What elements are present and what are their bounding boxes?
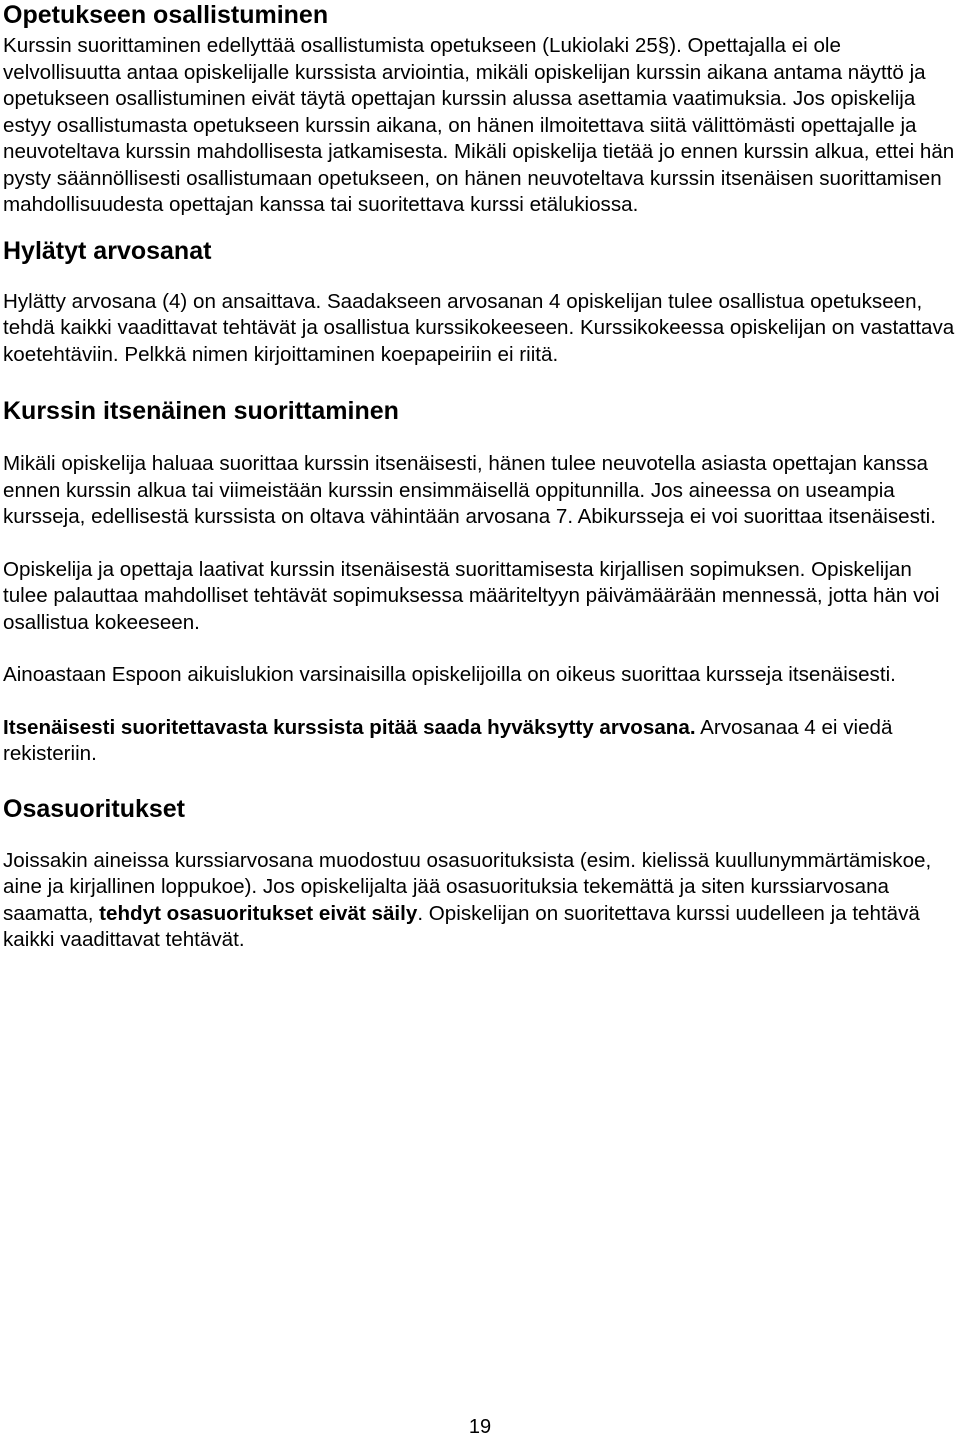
section-hylatyt-arvosanat	[3, 236, 955, 369]
paragraph-text: Arvosanaa 4 ei viedä rekisteriin.	[3, 715, 893, 765]
section-osasuoritukset	[3, 794, 955, 954]
section-kurssin-itsenainen-suorittaminen	[3, 396, 955, 768]
section-heading: Kurssin itsenäinen suorittaminen	[3, 397, 399, 425]
section-heading: Hylätyt arvosanat	[3, 236, 212, 265]
section-paragraph: Hylätty arvosana (4) on ansaittava. Saadakseen arvosanan 4 opiskelijan tulee osallistua opetukseen, tehdä kaikki vaadittavat tehtävät ja osallistua kurssikokeeseen. Kurssikokeessa opiskelijan on vastattava koetehtäviin. Pelkkä nimen kirjoittaminen koepapeiriin ei riitä.	[3, 289, 955, 366]
paragraph-text: Joissakin aineissa kurssiarvosana muodostuu osasuorituksista (esim. kielissä kuullunymmärtämiskoe, aine ja kirjallinen loppukoe). Jos opiskelijalta jää osasuorituksia tekemättä ja siten kurssiarvosana saamatta,	[3, 848, 932, 925]
section-paragraph: Ainoastaan Espoon aikuislukion varsinaisilla opiskelijoilla on oikeus suorittaa kursseja itsenäisesti.	[3, 663, 896, 686]
section-paragraph-emphasis	[3, 715, 955, 768]
section-heading: Osasuoritukset	[3, 794, 186, 823]
document-page	[3, 0, 955, 954]
section-heading: Opetukseen osallistuminen	[3, 1, 329, 29]
section-paragraph: Kurssin suorittaminen edellyttää osallistumista opetukseen (Lukiolaki 25§). Opettajalla ei ole velvollisuutta antaa opiskelijalle kurssista arviointia, mikäli opiskelijan kurssin aikana antama näyttö ja opetukseen osallistuminen eivät täytä opettajan kurssin alussa asettamia vaatimuksia. Jos opiskelija estyy osallistumasta opetukseen kurssin aikana, on hänen ilmoitettava siitä välittömästi opettajalle ja neuvoteltava kurssin mahdollisesta jatkamisesta. Mikäli opiskelija tietää jo ennen kurssin alkua, ettei hän pysty säännöllisesti osallistumaan opetukseen, on hänen neuvoteltava kurssin itsenäisen suorittamisen mahdollisuudesta opettajan kanssa tai suoritettava kurssi etälukiossa.	[3, 34, 955, 216]
page-number: 19	[468, 1416, 492, 1438]
section-paragraph	[3, 848, 955, 954]
section-opetukseen-osallistuminen	[3, 0, 955, 219]
section-paragraph: Opiskelija ja opettaja laativat kurssin itsenäisestä suorittamisesta kirjallisen sopimuksen. Opiskelijan tulee palauttaa mahdolliset tehtävät sopimuksessa määriteltyyn päivämäärään mennessä, jotta hän voi osallistua kokeeseen.	[3, 557, 940, 634]
section-paragraph: Mikäli opiskelija haluaa suorittaa kurssin itsenäisesti, hänen tulee neuvotella asiasta opettajan kanssa ennen kurssin alkua tai viimeistään kurssin ensimmäisellä oppitunnilla. Jos aineessa on useampia kursseja, edellisestä kurssista on oltava vähintään arvosana 7. Abikursseja ei voi suorittaa itsenäisesti.	[3, 452, 936, 528]
emphasis-text: Itsenäisesti suoritettavasta kurssista pitää saada hyväksytty arvosana.	[3, 715, 696, 739]
emphasis-text: tehdyt osasuoritukset eivät säily	[99, 901, 418, 925]
paragraph-text: . Opiskelijan on suoritettava kurssi uudelleen ja tehtävä kaikki vaadittavat tehtävät.	[3, 901, 920, 951]
